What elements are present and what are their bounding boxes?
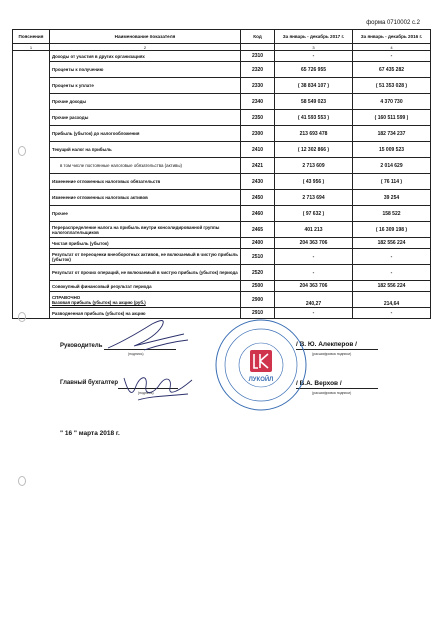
row-code: 2510 [241, 249, 275, 265]
row-value-2017: 204 363 706 [275, 281, 353, 292]
accountant-sign-caption: (подпись) [138, 391, 154, 395]
row-name [50, 292, 241, 308]
row-code: 2310 [241, 51, 275, 62]
row-value-2016: 67 435 282 [353, 62, 431, 78]
table-row [13, 51, 431, 62]
row-value-2017: - [275, 308, 353, 319]
row-code: 2400 [241, 238, 275, 249]
col-number: 4 [353, 44, 431, 51]
table-row [13, 78, 431, 94]
row-value-2017: ( 97 632 ) [275, 206, 353, 222]
row-value-2016: 158 522 [353, 206, 431, 222]
row-code: 2300 [241, 126, 275, 142]
row-value-2016: ( 76 114 ) [353, 174, 431, 190]
row-name: Перераспределение налога на прибыль внутри консолидированной группы налогоплательщиков [50, 222, 241, 238]
accountant-name-line [296, 388, 378, 389]
accountant-label: Главный бухгалтер [60, 380, 119, 386]
row-value-2016: 2 014 629 [353, 158, 431, 174]
row-code: 2410 [241, 142, 275, 158]
table-row [13, 174, 431, 190]
company-seal-icon [214, 318, 308, 412]
row-value-2017: 240,27 [275, 292, 353, 308]
row-value-2017: 58 549 023 [275, 94, 353, 110]
explanations-cell [13, 51, 50, 319]
row-code: 2340 [241, 94, 275, 110]
row-code: 2465 [241, 222, 275, 238]
table-row [13, 62, 431, 78]
row-value-2016: - [353, 249, 431, 265]
row-name: Чистая прибыль (убыток) [50, 238, 241, 249]
row-value-2016: 4 370 730 [353, 94, 431, 110]
row-value-2016: - [353, 51, 431, 62]
row-code: 2421 [241, 158, 275, 174]
table-row [13, 110, 431, 126]
head-sign-caption: (подпись) [128, 352, 144, 356]
accountant-decode-caption: (расшифровка подписи) [312, 391, 352, 395]
col-header-explanations: Пояснения [13, 30, 50, 44]
row-name: Изменение отложенных налоговых активов [50, 190, 241, 206]
row-value-2017: 213 693 478 [275, 126, 353, 142]
table-row-eps-diluted [13, 308, 431, 319]
row-value-2017: ( 38 834 107 ) [275, 78, 353, 94]
row-value-2016: 182 556 224 [353, 238, 431, 249]
row-value-2017: 204 363 706 [275, 238, 353, 249]
row-code: 2430 [241, 174, 275, 190]
row-value-2016: - [353, 308, 431, 319]
row-value-2016: 39 254 [353, 190, 431, 206]
eps-basic-name: Базовая прибыль (убыток) на акцию (руб.) [52, 299, 146, 305]
row-code: 2350 [241, 110, 275, 126]
table-row [13, 206, 431, 222]
reference-title: СПРАВОЧНО [52, 294, 81, 300]
col-number: 1 [13, 44, 50, 51]
row-name: Прибыль (убыток) до налогообложения [50, 126, 241, 142]
table-row [13, 158, 431, 174]
table-header-row [13, 30, 431, 44]
financial-results-table [12, 29, 431, 319]
row-name: в том числе постоянные налоговые обязательства (активы) [50, 158, 241, 174]
row-name: Текущий налог на прибыль [50, 142, 241, 158]
row-name: Изменение отложенных налоговых обязательств [50, 174, 241, 190]
table-row [13, 222, 431, 238]
row-value-2017: ( 41 593 553 ) [275, 110, 353, 126]
table-row-eps-basic [13, 292, 431, 308]
row-code: 2330 [241, 78, 275, 94]
row-value-2016: 182 734 237 [353, 126, 431, 142]
row-name: Разводненная прибыль (убыток) на акцию [50, 308, 241, 319]
row-value-2017: - [275, 51, 353, 62]
table-row [13, 249, 431, 265]
table-row [13, 281, 431, 292]
col-header-code: Код [241, 30, 275, 44]
row-name: Совокупный финансовый результат периода [50, 281, 241, 292]
row-name: Результат от переоценки внеоборотных активов, не включаемый в чистую прибыль (убыток) [50, 249, 241, 265]
col-header-2016: За январь - декабрь 2016 г. [353, 30, 431, 44]
row-value-2017: - [275, 249, 353, 265]
seal-text: ЛУКОЙЛ [248, 377, 274, 383]
col-header-2017: За январь - декабрь 2017 г. [275, 30, 353, 44]
table-row [13, 142, 431, 158]
row-value-2017: 401 213 [275, 222, 353, 238]
row-value-2016: 15 009 523 [353, 142, 431, 158]
binder-hole [18, 476, 26, 486]
head-name: / В. Ю. Алекперов / [296, 341, 357, 348]
row-name: Прочие расходы [50, 110, 241, 126]
row-name: Доходы от участия в других организациях [50, 51, 241, 62]
row-name: Результат от прочих операций, не включаемый в чистую прибыль (убыток) периода [50, 265, 241, 281]
row-value-2016: ( 160 511 599 ) [353, 110, 431, 126]
table-row [13, 126, 431, 142]
row-value-2017: 65 726 955 [275, 62, 353, 78]
row-value-2017: - [275, 265, 353, 281]
row-code: 2500 [241, 281, 275, 292]
binder-hole [18, 312, 26, 322]
form-code: форма 0710002 с.2 [366, 20, 420, 26]
table-row [13, 190, 431, 206]
col-number [241, 44, 275, 51]
row-value-2016: ( 16 309 198 ) [353, 222, 431, 238]
col-number: 2 [50, 44, 241, 51]
head-name-line [296, 349, 378, 350]
row-value-2017: ( 12 302 866 ) [275, 142, 353, 158]
head-signature-icon [104, 312, 194, 356]
row-name: Прочее [50, 206, 241, 222]
row-name: Прочие доходы [50, 94, 241, 110]
row-code: 2320 [241, 62, 275, 78]
table-row [13, 94, 431, 110]
row-value-2017: 2 713 694 [275, 190, 353, 206]
row-code: 2460 [241, 206, 275, 222]
row-name: Проценты к получению [50, 62, 241, 78]
table-row [13, 265, 431, 281]
row-value-2016: - [353, 265, 431, 281]
row-code: 2910 [241, 308, 275, 319]
row-value-2016: 214,64 [353, 292, 431, 308]
row-value-2016: 182 556 224 [353, 281, 431, 292]
head-decode-caption: (расшифровка подписи) [312, 352, 352, 356]
row-value-2016: ( 51 353 028 ) [353, 78, 431, 94]
accountant-signature-icon [118, 366, 198, 406]
table-row [13, 238, 431, 249]
row-value-2017: ( 43 956 ) [275, 174, 353, 190]
row-code: 2450 [241, 190, 275, 206]
row-code: 2520 [241, 265, 275, 281]
binder-hole [18, 146, 26, 156]
accountant-name: / В.А. Верхов / [296, 380, 342, 387]
row-value-2017: 2 713 609 [275, 158, 353, 174]
row-code: 2900 [241, 292, 275, 308]
head-label: Руководитель [60, 343, 103, 349]
col-header-name: Наименование показателя [50, 30, 241, 44]
signing-date: " 16 " марта 2018 г. [60, 430, 120, 437]
column-number-row [13, 44, 431, 51]
row-name: Проценты к уплате [50, 78, 241, 94]
col-number: 3 [275, 44, 353, 51]
